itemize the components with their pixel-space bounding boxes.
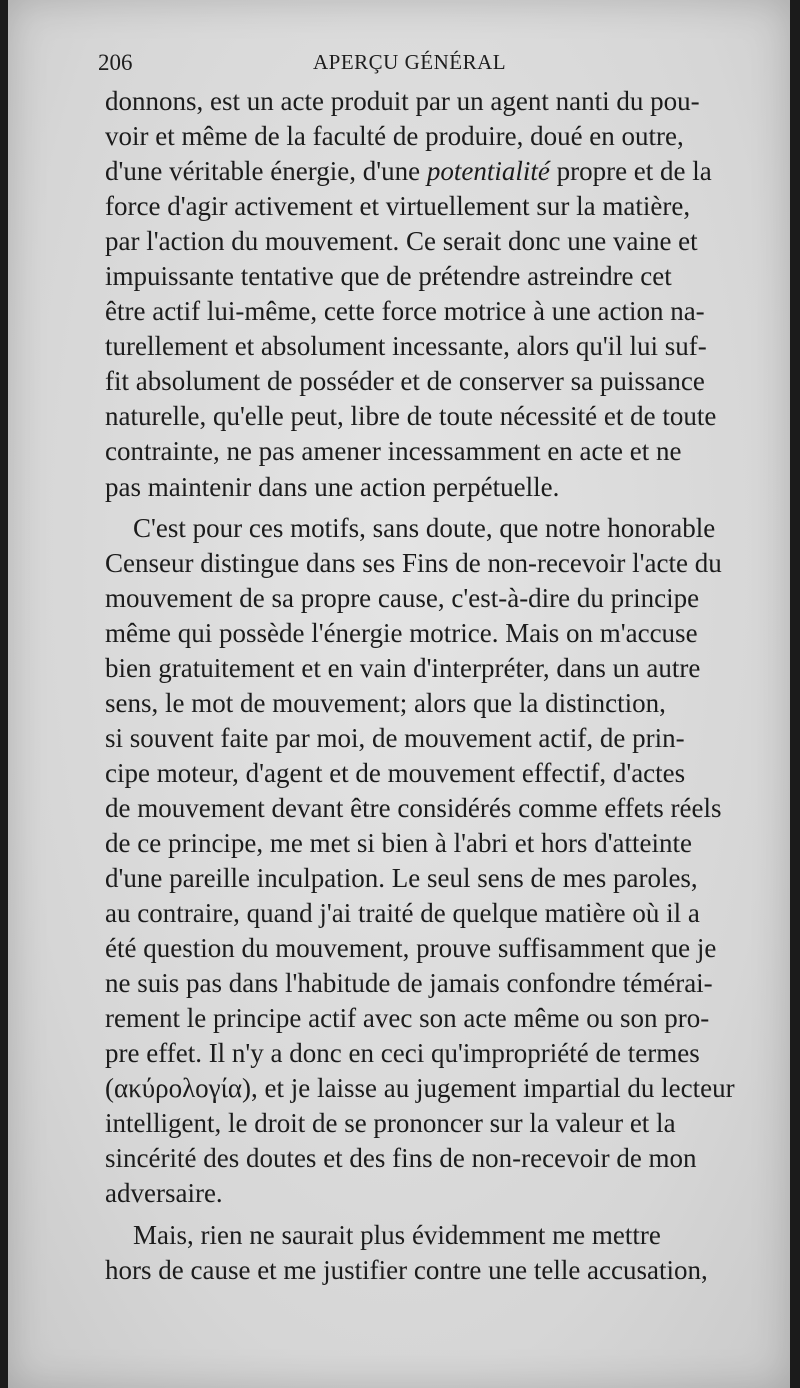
text-line: C'est pour ces motifs, sans doute, que notre honorable xyxy=(133,512,716,543)
book-page xyxy=(8,0,790,1388)
text-line: même qui possède l'énergie motrice. Mais on m'accuse xyxy=(105,617,698,648)
paragraph xyxy=(105,1218,721,1288)
running-title: APERÇU GÉNÉRAL xyxy=(313,50,507,74)
text-line: intelligent, le droit de se prononcer sur la valeur et la xyxy=(105,1108,676,1139)
text-line: bien gratuitement et en vain d'interpréter, dans un autre xyxy=(105,652,701,683)
paragraph xyxy=(105,84,721,505)
text-line: Mais, rien ne saurait plus évidemment me mettre xyxy=(133,1219,661,1250)
text-line: hors de cause et me justifier contre une telle accusation, xyxy=(105,1254,708,1285)
page-number: 206 xyxy=(98,50,133,75)
text-fragment: propre et de la xyxy=(549,156,712,187)
text-line: fit absolument de posséder et de conserver sa puissance xyxy=(105,366,705,397)
text-fragment: d'une véritable énergie, d'une xyxy=(105,156,427,187)
text-line: été question du mouvement, prouve suffisamment que je xyxy=(105,933,717,964)
text-line: naturelle, qu'elle peut, libre de toute nécessité et de toute xyxy=(105,401,717,432)
text-line: rement le principe actif avec son acte même ou son pro- xyxy=(105,1003,710,1034)
text-line: si souvent faite par moi, de mouvement actif, de prin- xyxy=(105,722,685,753)
body-text xyxy=(105,84,735,1288)
text-line: contrainte, ne pas amener incessamment en acte et ne xyxy=(105,436,682,467)
text-line: pas maintenir dans une action perpétuelle. xyxy=(105,471,560,502)
italic-term: potentialité xyxy=(426,156,550,187)
text-line: d'une pareille inculpation. Le seul sens de mes paroles, xyxy=(105,863,698,894)
text-line: (ακύρολογία), et je laisse au jugement impartial du lecteur xyxy=(105,1073,735,1104)
text-line: voir et même de la faculté de produire, doué en outre, xyxy=(105,121,684,152)
text-line: adversaire. xyxy=(105,1178,223,1209)
text-line: impuissante tentative que de prétendre astreindre cet xyxy=(105,261,672,292)
text-line: de mouvement devant être considérés comme effets réels xyxy=(105,792,722,823)
text-line: de ce principe, me met si bien à l'abri et hors d'atteinte xyxy=(105,827,693,858)
text-line: cipe moteur, d'agent et de mouvement effectif, d'actes xyxy=(105,757,686,788)
text-line: au contraire, quand j'ai traité de quelque matière où il a xyxy=(105,898,700,929)
paragraph xyxy=(105,511,735,1212)
text-line: pre effet. Il n'y a donc en ceci qu'impropriété de termes xyxy=(105,1038,700,1069)
text-line: ne suis pas dans l'habitude de jamais confondre témérai- xyxy=(105,968,713,999)
text-line: par l'action du mouvement. Ce serait donc une vaine et xyxy=(105,226,698,257)
text-line: force d'agir activement et virtuellement sur la matière, xyxy=(105,191,691,222)
text-line-with-italic xyxy=(105,154,721,189)
text-line: sens, le mot de mouvement; alors que la distinction, xyxy=(105,687,666,718)
text-line: sincérité des doutes et des fins de non-recevoir de mon xyxy=(105,1143,697,1174)
text-line: turellement et absolument incessante, alors qu'il lui suf- xyxy=(105,331,707,362)
text-line: donnons, est un acte produit par un agent nanti du pou- xyxy=(105,86,700,116)
text-line: Censeur distingue dans ses Fins de non-recevoir l'acte du xyxy=(105,547,722,578)
text-line: être actif lui-même, cette force motrice à une action na- xyxy=(105,296,705,327)
page-header xyxy=(98,48,738,88)
text-line: mouvement de sa propre cause, c'est-à-dire du principe xyxy=(105,582,700,613)
